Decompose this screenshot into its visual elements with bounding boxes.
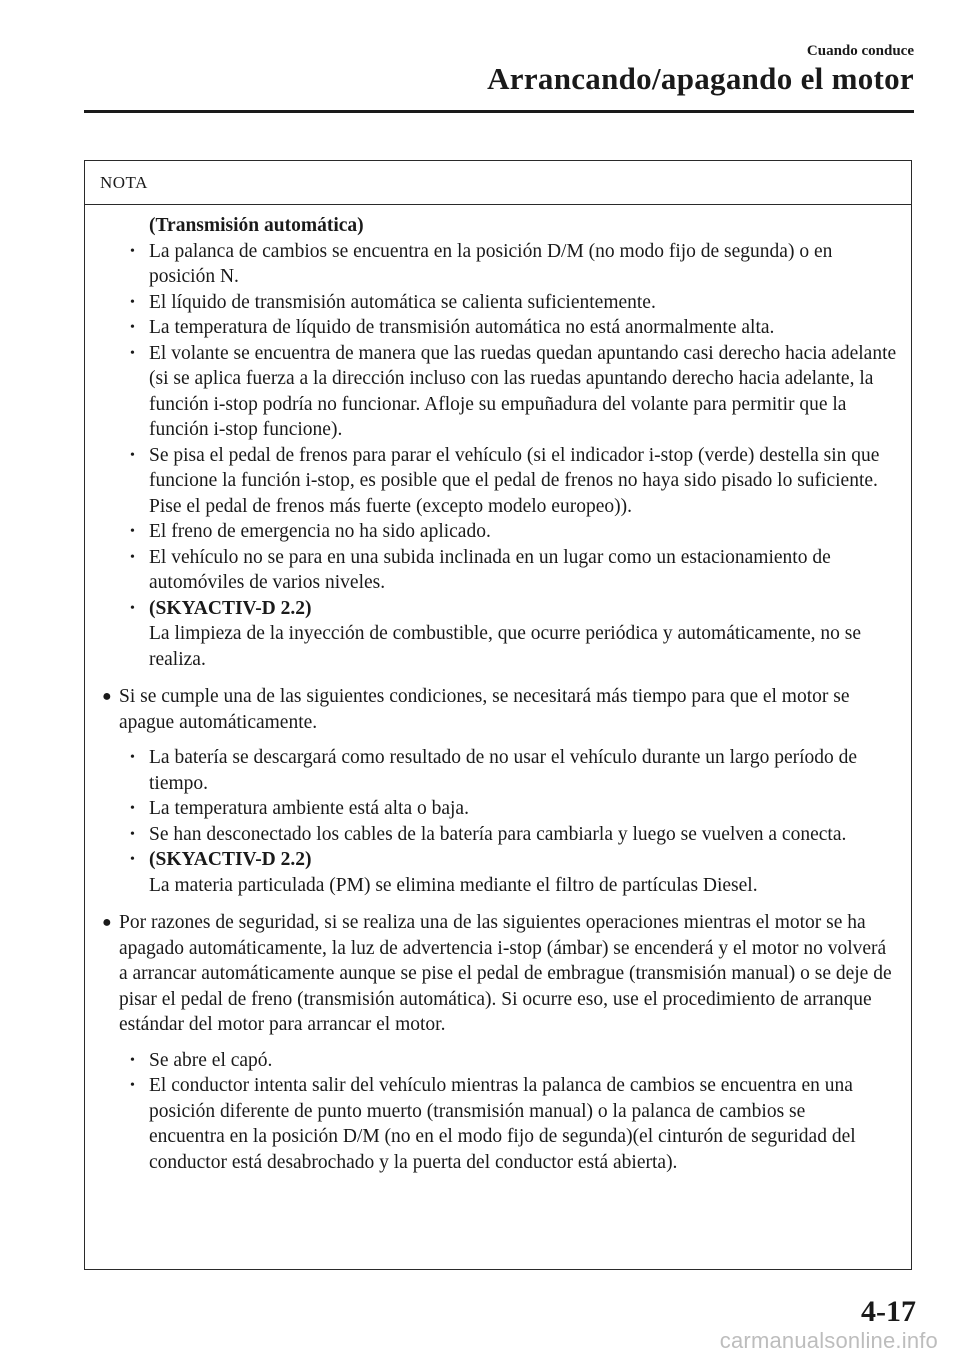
main-bullet-text: Si se cumple una de las siguientes condiciones, se necesitará más tiempo para que el motor se apague automáticamente. bbox=[119, 686, 850, 733]
bullet-icon: • bbox=[130, 243, 135, 259]
bullet-icon: • bbox=[130, 447, 135, 463]
bullet-icon: • bbox=[130, 1052, 135, 1068]
list-item-text: El freno de emergencia no ha sido aplicado. bbox=[149, 521, 491, 542]
list-item-skyactiv bbox=[85, 847, 897, 898]
bullet-icon: • bbox=[130, 345, 135, 361]
list-item bbox=[85, 290, 911, 316]
main-bullet-icon: ● bbox=[102, 914, 112, 931]
note-box bbox=[84, 160, 912, 1270]
main-bullet-text: Por razones de seguridad, si se realiza una de las siguientes operaciones mientras el motor se ha apagado automáticamente, la luz de advertencia i-stop (ámbar) se encenderá y el motor no volverá a arrancar automáticamente aunque se pise el pedal de embrague (transmisión manual) o se deje de pisar el pedal de freno (transmisión automática). Si ocurre eso, use el procedimiento de arranque estándar del motor para arrancar el motor. bbox=[119, 912, 892, 1035]
list-item-text: Se han desconectado los cables de la batería para cambiarla y luego se vuelven a conecta. bbox=[149, 823, 847, 845]
list-item-skyactiv bbox=[85, 596, 911, 673]
note-body bbox=[85, 213, 911, 1175]
automatic-transmission-block bbox=[85, 213, 911, 672]
list-item-text: El conductor intenta salir del vehículo mientras la palanca de cambios se encuentra en una posición diferente de punto muerto (transmisión manual) o la palanca de cambios se encuentra en la posición D/M (no en el modo fijo de segunda)(el cinturón de seguridad del conductor está desabrochado y la puerta del conductor está abierta). bbox=[149, 1075, 856, 1173]
bullet-icon: • bbox=[130, 320, 135, 335]
bullet-icon: • bbox=[130, 801, 135, 816]
list-item bbox=[85, 315, 911, 341]
list-item bbox=[85, 545, 911, 596]
chapter-title: Arrancando/apagando el motor bbox=[487, 61, 914, 96]
page-header bbox=[487, 42, 914, 98]
bullet-icon: • bbox=[130, 750, 135, 765]
section-title: Cuando conduce bbox=[806, 43, 914, 59]
list-item-text: La materia particulada (PM) se elimina mediante el filtro de partículas Diesel. bbox=[149, 874, 758, 896]
list-item-text: La limpieza de la inyección de combustible, que ocurre periódica y automáticamente, no se realiza. bbox=[149, 623, 862, 670]
bullet-icon: • bbox=[130, 852, 135, 867]
list-item bbox=[85, 1073, 897, 1175]
list-item-text: El volante se encuentra de manera que las ruedas quedan apuntando casi derecho hacia adelante (si se aplica fuerza a la dirección incluso con las ruedas apuntando derecho hacia adelante, la función i-stop podría no funcionar. Afloje su empuñadura del volante para permitir que la función i-stop funcione). bbox=[149, 342, 897, 440]
list-item bbox=[85, 341, 911, 443]
list-item bbox=[85, 1048, 897, 1074]
list-item bbox=[85, 519, 911, 545]
page-number: 4-17 bbox=[861, 1295, 916, 1328]
main-bullet-icon: ● bbox=[102, 688, 112, 705]
bullet-icon: • bbox=[130, 826, 135, 842]
list-item-text: La palanca de cambios se encuentra en la posición D/M (no modo fijo de segunda) o en posición N. bbox=[149, 240, 833, 287]
bullet-icon: • bbox=[130, 1078, 135, 1093]
automatic-transmission-list bbox=[85, 239, 911, 673]
operation-list bbox=[85, 1048, 897, 1176]
bullet-icon: • bbox=[130, 524, 135, 539]
skyactiv-label: (SKYACTIV-D 2.2) bbox=[149, 849, 312, 870]
list-item-text: La temperatura ambiente está alta o baja. bbox=[149, 798, 469, 819]
main-bullet-item bbox=[85, 910, 911, 1175]
automatic-transmission-heading: (Transmisión automática) bbox=[149, 215, 364, 236]
list-item bbox=[85, 745, 897, 796]
list-item-text: La batería se descargará como resultado de no usar el vehículo durante un largo período de tiempo. bbox=[149, 747, 858, 794]
list-item bbox=[85, 239, 911, 290]
watermark: carmanualsonline.info bbox=[719, 1328, 938, 1353]
bullet-icon: • bbox=[130, 294, 135, 310]
header-divider bbox=[84, 110, 914, 113]
list-item-text: El líquido de transmisión automática se calienta suficientemente. bbox=[149, 291, 656, 313]
bullet-icon: • bbox=[130, 600, 135, 616]
list-item-text: El vehículo no se para en una subida inclinada en un lugar como un estacionamiento de automóviles de varios niveles. bbox=[149, 546, 831, 593]
list-item bbox=[85, 796, 897, 822]
list-item bbox=[85, 443, 911, 520]
list-item-text: Se pisa el pedal de frenos para parar el vehículo (si el indicador i-stop (verde) destella sin que funcione la función i-stop, es posible que el pedal de frenos no haya sido pisado lo suficiente. Pise el pedal de frenos más fuerte (excepto modelo europeo)). bbox=[149, 444, 880, 517]
list-item-text: La temperatura de líquido de transmisión automática no está anormalmente alta. bbox=[149, 317, 775, 338]
skyactiv-label: (SKYACTIV-D 2.2) bbox=[149, 597, 312, 619]
note-title: NOTA bbox=[85, 161, 911, 205]
list-item bbox=[85, 822, 897, 848]
main-bullet-item bbox=[85, 684, 911, 898]
condition-list bbox=[85, 745, 897, 898]
list-item-text: Se abre el capó. bbox=[149, 1049, 273, 1071]
bullet-icon: • bbox=[130, 549, 135, 565]
